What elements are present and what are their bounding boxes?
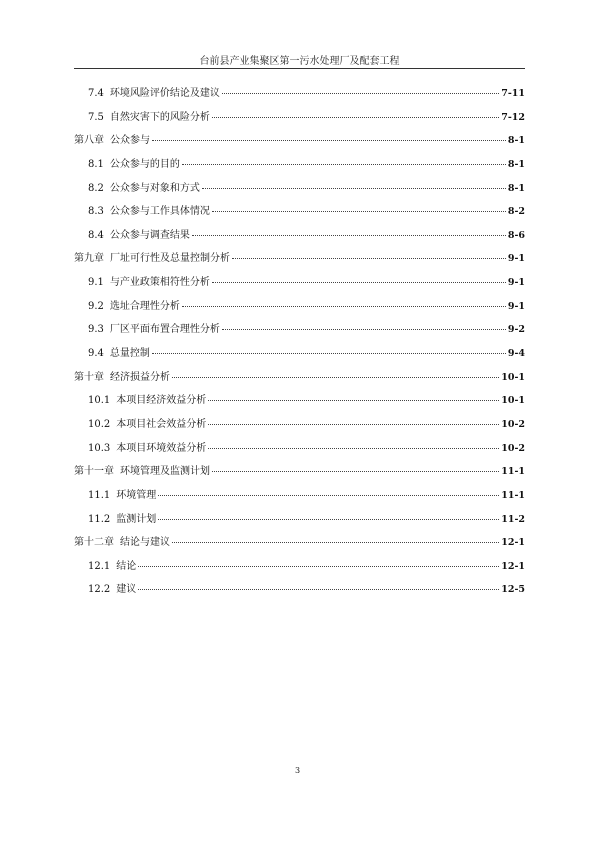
toc-dot-leader bbox=[152, 353, 506, 354]
toc-entry-page: 9-1 bbox=[507, 253, 525, 265]
toc-entry-page: 9-4 bbox=[507, 348, 525, 360]
toc-dot-leader bbox=[222, 93, 499, 94]
toc-entry-section[interactable] bbox=[74, 557, 525, 581]
toc-entry-chapter[interactable] bbox=[74, 131, 525, 155]
toc-dot-leader bbox=[208, 448, 499, 449]
toc-entry-number: 第八章 bbox=[74, 135, 104, 147]
toc-dot-leader bbox=[158, 495, 499, 496]
toc-entry-number: 10.1 bbox=[88, 395, 111, 407]
toc-entry-title: 选址合理性分析 bbox=[109, 300, 180, 312]
toc-entry-page: 11-2 bbox=[501, 513, 525, 525]
toc-entry-section[interactable] bbox=[74, 155, 525, 179]
toc-entry-page: 9-2 bbox=[507, 324, 525, 336]
toc-dot-leader bbox=[182, 164, 506, 165]
toc-entry-section[interactable] bbox=[74, 84, 525, 108]
toc-dot-leader bbox=[212, 282, 506, 283]
toc-entry-section[interactable] bbox=[74, 273, 525, 297]
toc-entry-section[interactable] bbox=[74, 202, 525, 226]
toc-entry-section[interactable] bbox=[74, 297, 525, 321]
toc-dot-leader bbox=[212, 471, 499, 472]
toc-entry-number: 第十二章 bbox=[74, 537, 114, 549]
toc-entry-page: 9-1 bbox=[507, 300, 525, 312]
toc-dot-leader bbox=[208, 424, 499, 425]
toc-entry-title: 结论与建议 bbox=[120, 537, 170, 549]
toc-dot-leader bbox=[212, 117, 499, 118]
toc-dot-leader bbox=[208, 400, 499, 401]
toc-entry-title: 经济损益分析 bbox=[110, 371, 170, 383]
toc-entry-page: 11-1 bbox=[501, 489, 525, 501]
toc-entry-section[interactable] bbox=[74, 344, 525, 368]
toc-entry-title: 厂区平面布置合理性分析 bbox=[109, 324, 220, 336]
toc-entry-number: 7.4 bbox=[88, 88, 104, 99]
toc-entry-number: 9.1 bbox=[88, 277, 104, 289]
toc-dot-leader bbox=[222, 329, 506, 330]
toc-entry-number: 9.2 bbox=[88, 300, 104, 312]
toc-entry-section[interactable] bbox=[74, 580, 525, 604]
toc-entry-page: 8-1 bbox=[507, 135, 525, 147]
toc-entry-title: 环境管理及监测计划 bbox=[120, 466, 210, 478]
toc-dot-leader bbox=[192, 235, 506, 236]
toc-entry-section[interactable] bbox=[74, 226, 525, 250]
toc-entry-page: 7-11 bbox=[501, 88, 525, 99]
toc-entry-title: 公众参与工作具体情况 bbox=[109, 206, 210, 218]
toc-entry-number: 9.4 bbox=[88, 348, 104, 360]
toc-dot-leader bbox=[172, 542, 499, 543]
toc-entry-number: 11.1 bbox=[88, 489, 111, 501]
toc-entry-title: 公众参与的目的 bbox=[109, 158, 180, 170]
toc-entry-title: 环境管理 bbox=[116, 489, 157, 501]
toc-entry-number: 11.2 bbox=[88, 513, 111, 525]
toc-entry-number: 9.3 bbox=[88, 324, 104, 336]
toc-entry-chapter[interactable] bbox=[74, 368, 525, 392]
running-header: 台前县产业集聚区第一污水处理厂及配套工程 bbox=[199, 56, 400, 67]
toc-entry-number: 12.1 bbox=[88, 560, 111, 572]
toc-entry-title: 公众参与对象和方式 bbox=[109, 182, 200, 194]
toc-entry-section[interactable] bbox=[74, 415, 525, 439]
toc-entry-section[interactable] bbox=[74, 391, 525, 415]
toc-entry-section[interactable] bbox=[74, 510, 525, 534]
toc-entry-section[interactable] bbox=[74, 320, 525, 344]
toc-entry-number: 第九章 bbox=[74, 253, 104, 265]
toc-dot-leader bbox=[172, 377, 499, 378]
toc-entry-title: 本项目环境效益分析 bbox=[116, 442, 207, 454]
toc-dot-leader bbox=[182, 306, 506, 307]
toc-entry-chapter[interactable] bbox=[74, 533, 525, 557]
toc-entry-chapter[interactable] bbox=[74, 462, 525, 486]
toc-entry-title: 总量控制 bbox=[109, 348, 150, 360]
toc-entry-page: 10-2 bbox=[501, 418, 525, 430]
toc-entry-page: 10-1 bbox=[501, 395, 525, 407]
toc-entry-title: 建议 bbox=[116, 584, 137, 596]
toc-entry-page: 12-1 bbox=[501, 537, 525, 549]
toc-entry-section[interactable] bbox=[74, 179, 525, 203]
toc-entry-page: 8-6 bbox=[507, 229, 525, 241]
toc-dot-leader bbox=[158, 519, 499, 520]
toc-entry-number: 8.1 bbox=[88, 158, 104, 170]
toc-dot-leader bbox=[202, 188, 506, 189]
header-rule bbox=[74, 68, 525, 69]
toc-entry-page: 10-1 bbox=[501, 371, 525, 383]
toc-entry-number: 第十一章 bbox=[74, 466, 114, 478]
toc-entry-title: 本项目社会效益分析 bbox=[116, 418, 207, 430]
toc-entry-page: 10-2 bbox=[501, 442, 525, 454]
toc-entry-number: 8.3 bbox=[88, 206, 104, 218]
toc-entry-number: 8.2 bbox=[88, 182, 104, 194]
toc-dot-leader bbox=[138, 566, 499, 567]
toc-entry-number: 7.5 bbox=[88, 111, 104, 123]
toc-entry-section[interactable] bbox=[74, 439, 525, 463]
toc-entry-chapter[interactable] bbox=[74, 249, 525, 273]
toc-entry-title: 结论 bbox=[116, 560, 137, 572]
toc-entry-page: 8-1 bbox=[507, 158, 525, 170]
toc-entry-page: 9-1 bbox=[507, 277, 525, 289]
toc-dot-leader bbox=[152, 140, 506, 141]
toc-entry-page: 12-1 bbox=[501, 560, 525, 572]
table-of-contents bbox=[74, 84, 525, 604]
toc-entry-page: 8-1 bbox=[507, 182, 525, 194]
toc-entry-page: 12-5 bbox=[501, 584, 525, 596]
page-number: 3 bbox=[294, 766, 301, 775]
toc-entry-title: 公众参与调查结果 bbox=[109, 229, 190, 241]
toc-entry-number: 10.3 bbox=[88, 442, 111, 454]
toc-entry-page: 8-2 bbox=[507, 206, 525, 218]
toc-dot-leader bbox=[138, 589, 499, 590]
toc-entry-page: 11-1 bbox=[501, 466, 525, 478]
toc-entry-section[interactable] bbox=[74, 108, 525, 132]
toc-entry-title: 监测计划 bbox=[116, 513, 157, 525]
toc-entry-title: 厂址可行性及总量控制分析 bbox=[110, 253, 230, 265]
toc-entry-title: 公众参与 bbox=[110, 135, 150, 147]
toc-dot-leader bbox=[232, 258, 506, 259]
toc-entry-number: 12.2 bbox=[88, 584, 111, 596]
toc-entry-section[interactable] bbox=[74, 486, 525, 510]
toc-dot-leader bbox=[212, 211, 506, 212]
toc-entry-title: 自然灾害下的风险分析 bbox=[109, 111, 210, 123]
toc-entry-page: 7-12 bbox=[501, 111, 525, 123]
toc-entry-number: 10.2 bbox=[88, 418, 111, 430]
toc-entry-title: 环境风险评价结论及建议 bbox=[109, 88, 220, 99]
toc-entry-title: 与产业政策相符性分析 bbox=[109, 277, 210, 289]
toc-entry-number: 8.4 bbox=[88, 229, 104, 241]
toc-entry-number: 第十章 bbox=[74, 371, 104, 383]
toc-entry-title: 本项目经济效益分析 bbox=[116, 395, 207, 407]
